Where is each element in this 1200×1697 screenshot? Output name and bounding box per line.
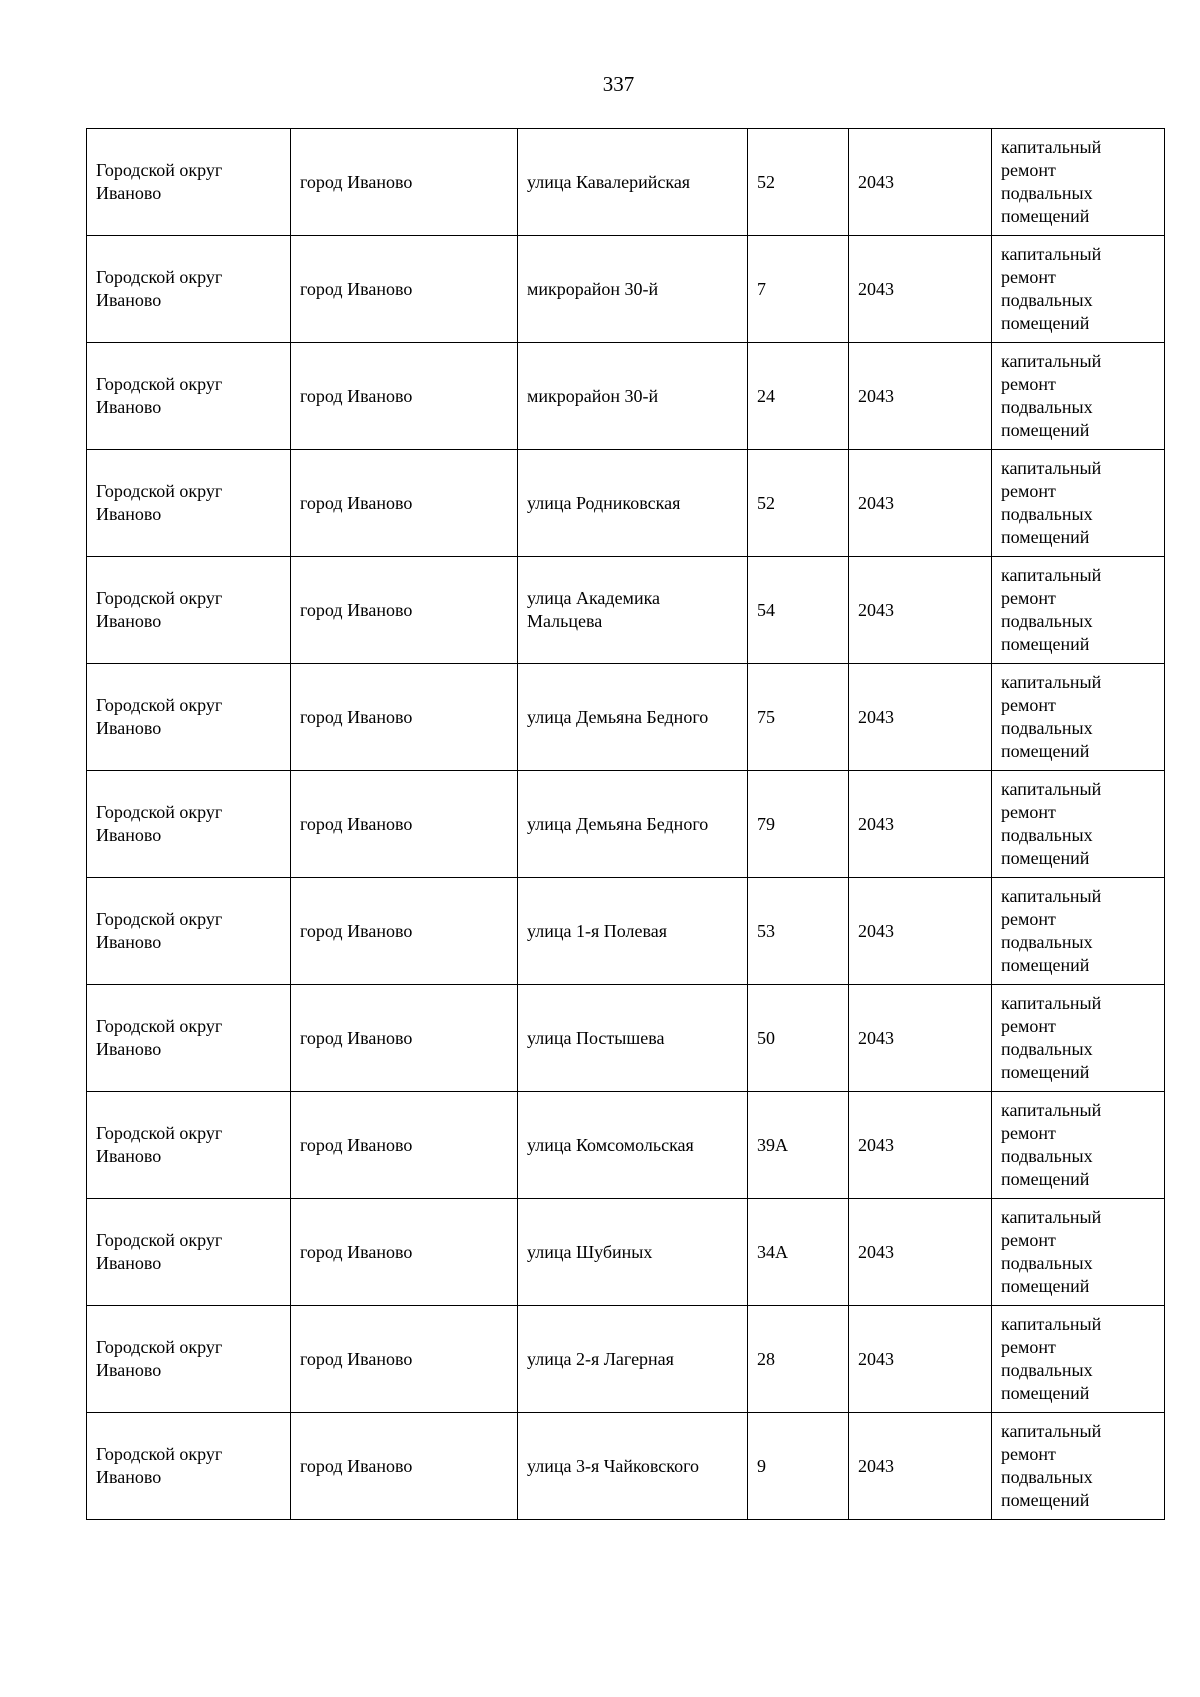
- settlement-text: город Иваново: [300, 1027, 413, 1048]
- district-text: Городской округ Иваново: [96, 695, 223, 738]
- house-text: 79: [757, 813, 775, 834]
- year-cell: [849, 236, 992, 343]
- street-cell: [518, 236, 748, 343]
- house-cell: [748, 985, 849, 1092]
- work-type-text: капитальный ремонт подвальных помещений: [1001, 244, 1102, 333]
- table-row: [87, 1092, 1165, 1199]
- settlement-cell: [291, 343, 518, 450]
- work-type-cell: [992, 1092, 1165, 1199]
- work-type-text: капитальный ремонт подвальных помещений: [1001, 1421, 1102, 1510]
- district-text: Городской округ Иваново: [96, 909, 223, 952]
- house-cell: [748, 129, 849, 236]
- year-cell: [849, 557, 992, 664]
- street-text: улица Демьяна Бедного: [527, 706, 709, 727]
- work-type-cell: [992, 664, 1165, 771]
- house-cell: [748, 343, 849, 450]
- table-row: [87, 1413, 1165, 1520]
- table-row: [87, 557, 1165, 664]
- district-text: Городской округ Иваново: [96, 802, 223, 845]
- settlement-text: город Иваново: [300, 706, 413, 727]
- settlement-cell: [291, 450, 518, 557]
- district-cell: [87, 1092, 291, 1199]
- year-cell: [849, 878, 992, 985]
- house-cell: [748, 1199, 849, 1306]
- year-text: 2043: [858, 492, 894, 513]
- house-cell: [748, 878, 849, 985]
- work-type-cell: [992, 450, 1165, 557]
- settlement-text: город Иваново: [300, 171, 413, 192]
- work-type-text: капитальный ремонт подвальных помещений: [1001, 137, 1102, 226]
- district-text: Городской округ Иваново: [96, 374, 223, 417]
- settlement-cell: [291, 1092, 518, 1199]
- work-type-cell: [992, 343, 1165, 450]
- settlement-text: город Иваново: [300, 492, 413, 513]
- work-type-text: капитальный ремонт подвальных помещений: [1001, 565, 1102, 654]
- settlement-cell: [291, 985, 518, 1092]
- settlement-cell: [291, 664, 518, 771]
- street-text: улица 1-я Полевая: [527, 920, 667, 941]
- work-type-cell: [992, 1413, 1165, 1520]
- work-type-cell: [992, 771, 1165, 878]
- work-type-text: капитальный ремонт подвальных помещений: [1001, 458, 1102, 547]
- street-cell: [518, 1092, 748, 1199]
- district-cell: [87, 343, 291, 450]
- year-cell: [849, 1306, 992, 1413]
- district-cell: [87, 1413, 291, 1520]
- street-text: улица Комсомольская: [527, 1134, 694, 1155]
- year-text: 2043: [858, 1134, 894, 1155]
- work-type-text: капитальный ремонт подвальных помещений: [1001, 1207, 1102, 1296]
- settlement-text: город Иваново: [300, 1455, 413, 1476]
- repair-schedule-table: [86, 128, 1165, 1520]
- table-row: [87, 236, 1165, 343]
- street-cell: [518, 129, 748, 236]
- work-type-text: капитальный ремонт подвальных помещений: [1001, 779, 1102, 868]
- street-text: улица Шубиных: [527, 1241, 653, 1262]
- year-cell: [849, 129, 992, 236]
- house-text: 54: [757, 599, 775, 620]
- work-type-cell: [992, 129, 1165, 236]
- year-cell: [849, 343, 992, 450]
- street-cell: [518, 664, 748, 771]
- settlement-cell: [291, 878, 518, 985]
- settlement-text: город Иваново: [300, 920, 413, 941]
- house-cell: [748, 664, 849, 771]
- work-type-text: капитальный ремонт подвальных помещений: [1001, 886, 1102, 975]
- district-cell: [87, 129, 291, 236]
- district-cell: [87, 1199, 291, 1306]
- district-cell: [87, 1306, 291, 1413]
- district-text: Городской округ Иваново: [96, 1444, 223, 1487]
- settlement-cell: [291, 1199, 518, 1306]
- settlement-cell: [291, 1306, 518, 1413]
- work-type-text: капитальный ремонт подвальных помещений: [1001, 672, 1102, 761]
- year-cell: [849, 985, 992, 1092]
- table-row: [87, 450, 1165, 557]
- work-type-cell: [992, 1199, 1165, 1306]
- street-cell: [518, 1306, 748, 1413]
- street-cell: [518, 985, 748, 1092]
- year-cell: [849, 450, 992, 557]
- district-cell: [87, 985, 291, 1092]
- settlement-cell: [291, 236, 518, 343]
- settlement-cell: [291, 129, 518, 236]
- table-row: [87, 1199, 1165, 1306]
- table-row: [87, 771, 1165, 878]
- settlement-text: город Иваново: [300, 813, 413, 834]
- district-cell: [87, 771, 291, 878]
- street-cell: [518, 343, 748, 450]
- year-cell: [849, 1199, 992, 1306]
- work-type-cell: [992, 878, 1165, 985]
- work-type-cell: [992, 1306, 1165, 1413]
- district-cell: [87, 557, 291, 664]
- year-text: 2043: [858, 813, 894, 834]
- house-cell: [748, 557, 849, 664]
- page-number: 337: [602, 72, 635, 96]
- street-text: улица Родниковская: [527, 492, 681, 513]
- house-cell: [748, 450, 849, 557]
- house-cell: [748, 1092, 849, 1199]
- district-text: Городской округ Иваново: [96, 1123, 223, 1166]
- table-row: [87, 985, 1165, 1092]
- settlement-text: город Иваново: [300, 278, 413, 299]
- house-text: 7: [757, 278, 766, 299]
- work-type-text: капитальный ремонт подвальных помещений: [1001, 993, 1102, 1082]
- work-type-text: капитальный ремонт подвальных помещений: [1001, 1314, 1102, 1403]
- street-cell: [518, 557, 748, 664]
- district-text: Городской округ Иваново: [96, 481, 223, 524]
- house-text: 52: [757, 171, 775, 192]
- district-text: Городской округ Иваново: [96, 160, 223, 203]
- work-type-cell: [992, 557, 1165, 664]
- house-text: 24: [757, 385, 775, 406]
- district-text: Городской округ Иваново: [96, 588, 223, 631]
- house-text: 52: [757, 492, 775, 513]
- district-cell: [87, 450, 291, 557]
- year-text: 2043: [858, 1027, 894, 1048]
- year-text: 2043: [858, 278, 894, 299]
- street-text: улица 3-я Чайковского: [527, 1455, 700, 1476]
- street-cell: [518, 878, 748, 985]
- year-text: 2043: [858, 706, 894, 727]
- year-text: 2043: [858, 385, 894, 406]
- street-text: улица Демьяна Бедного: [527, 813, 709, 834]
- district-text: Городской округ Иваново: [96, 1230, 223, 1273]
- year-text: 2043: [858, 1348, 894, 1369]
- house-text: 75: [757, 706, 775, 727]
- settlement-text: город Иваново: [300, 385, 413, 406]
- settlement-text: город Иваново: [300, 599, 413, 620]
- year-cell: [849, 664, 992, 771]
- house-text: 9: [757, 1455, 766, 1476]
- settlement-text: город Иваново: [300, 1348, 413, 1369]
- house-text: 53: [757, 920, 775, 941]
- district-cell: [87, 878, 291, 985]
- year-cell: [849, 1092, 992, 1199]
- district-text: Городской округ Иваново: [96, 267, 223, 310]
- settlement-text: город Иваново: [300, 1241, 413, 1262]
- street-cell: [518, 1413, 748, 1520]
- district-text: Городской округ Иваново: [96, 1337, 223, 1380]
- table-row: [87, 1306, 1165, 1413]
- house-text: 50: [757, 1027, 775, 1048]
- street-text: улица Кавалерийская: [527, 171, 691, 192]
- year-text: 2043: [858, 599, 894, 620]
- work-type-cell: [992, 236, 1165, 343]
- house-cell: [748, 771, 849, 878]
- street-cell: [518, 1199, 748, 1306]
- house-text: 34А: [757, 1241, 788, 1262]
- district-text: Городской округ Иваново: [96, 1016, 223, 1059]
- street-text: улица Постышева: [527, 1027, 665, 1048]
- house-cell: [748, 1413, 849, 1520]
- year-text: 2043: [858, 1455, 894, 1476]
- table-row: [87, 878, 1165, 985]
- year-text: 2043: [858, 920, 894, 941]
- settlement-cell: [291, 771, 518, 878]
- settlement-cell: [291, 557, 518, 664]
- house-cell: [748, 1306, 849, 1413]
- district-cell: [87, 664, 291, 771]
- house-text: 39А: [757, 1134, 788, 1155]
- street-text: микрорайон 30-й: [527, 385, 659, 406]
- house-cell: [748, 236, 849, 343]
- table-row: [87, 343, 1165, 450]
- table-row: [87, 129, 1165, 236]
- year-text: 2043: [858, 171, 894, 192]
- table-body: [87, 129, 1165, 1520]
- street-text: улица 2-я Лагерная: [527, 1348, 674, 1369]
- district-cell: [87, 236, 291, 343]
- work-type-cell: [992, 985, 1165, 1092]
- table-row: [87, 664, 1165, 771]
- settlement-text: город Иваново: [300, 1134, 413, 1155]
- street-text: микрорайон 30-й: [527, 278, 659, 299]
- street-text: улица Академика Мальцева: [527, 588, 661, 631]
- year-cell: [849, 1413, 992, 1520]
- year-text: 2043: [858, 1241, 894, 1262]
- street-cell: [518, 771, 748, 878]
- work-type-text: капитальный ремонт подвальных помещений: [1001, 351, 1102, 440]
- house-text: 28: [757, 1348, 775, 1369]
- year-cell: [849, 771, 992, 878]
- street-cell: [518, 450, 748, 557]
- settlement-cell: [291, 1413, 518, 1520]
- work-type-text: капитальный ремонт подвальных помещений: [1001, 1100, 1102, 1189]
